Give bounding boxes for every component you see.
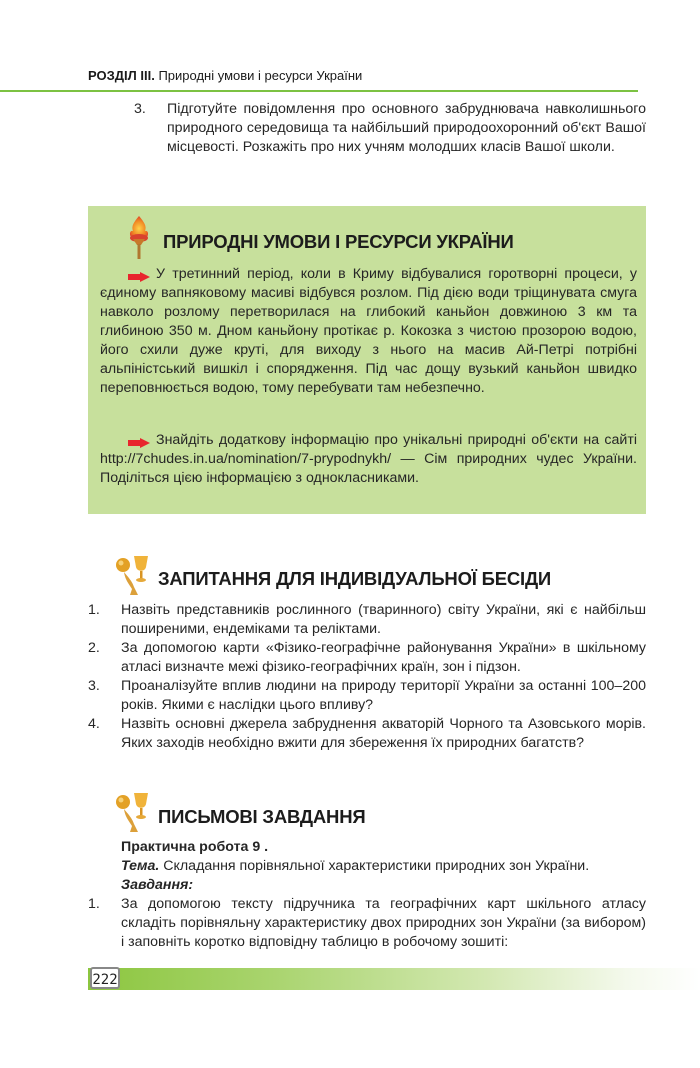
- info-box-paragraph-2: [100, 431, 637, 488]
- paragraph-text: У третинний період, коли в Криму відбувалися горотворні процеси, у єдиному вапняковому масиві відбувся розлом. Під дією води тріщинувата смуга навколо розлому перетворилася на глибокий каньйон довжиною 3 км та глибиною 350 м. Дном каньйону протікає р. Кокозка з чистою прозорою водою, його схили дуже круті, для виходу з нього на масив Ай-Петрі потрібні альпіністський вишкіл і спорядження. Під час дощу вузький каньйон швидко переповнюється водою, тому перебувати там небезпечно.: [100, 266, 637, 396]
- task-item: [88, 895, 646, 952]
- item-number: 4.: [88, 716, 100, 732]
- section-title: Природні умови і ресурси України: [158, 68, 363, 83]
- footer-gradient-bar: [88, 968, 700, 990]
- item-text: Назвіть представників рослинного (тваринного) світу України, які є найбільш поширеними, ендеміками та реліктами.: [121, 602, 646, 637]
- item-text: Назвіть основні джерела забруднення акваторій Чорного та Азовського морів. Яких заходів необхідно вжити для збереження їх природних багатств?: [121, 716, 646, 751]
- question-item: [88, 601, 646, 639]
- running-header: [88, 68, 362, 83]
- topic-label: Тема.: [121, 858, 160, 874]
- torch-icon: [124, 214, 154, 265]
- item-number: 3.: [134, 101, 146, 117]
- item-number: 1.: [88, 896, 100, 912]
- tasks-label: Завдання:: [121, 877, 194, 893]
- section-label: РОЗДІЛ ІІІ.: [88, 68, 155, 83]
- topic-text: Складання порівняльної характеристики природних зон України.: [163, 858, 590, 874]
- trophy-icon: [114, 553, 154, 602]
- paragraph-text: Знайдіть додаткову інформацію про унікальні природні об'єкти на сайті http://7chudes.in.ua/nomination/7-prypodnykh/ — Сім природних чудес України. Поділіться цією інформацією з однокласниками.: [100, 432, 637, 486]
- trophy-icon: [114, 790, 154, 839]
- item-text: За допомогою тексту підручника та географічних карт шкільного атласу складіть порівняльну характеристику двох природних зон України (за вибором) і заповніть коротко відповідну таблицю в робочому зошиті:: [121, 896, 646, 950]
- question-item: [88, 639, 646, 677]
- topic-line: [121, 857, 646, 876]
- item-text: Проаналізуйте вплив людини на природу території України за останні 100–200 років. Якими є наслідки цього впливу?: [121, 678, 646, 713]
- item-number: 1.: [88, 602, 100, 618]
- item-number: 3.: [88, 678, 100, 694]
- red-arrow-icon: [128, 435, 150, 445]
- question-item: [88, 715, 646, 753]
- practical-work-label: Практична робота 9 .: [121, 839, 269, 855]
- questions-section-title: ЗАПИТАННЯ ДЛЯ ІНДИВІДУАЛЬНОЇ БЕСІДИ: [158, 568, 552, 589]
- red-arrow-icon: [128, 269, 150, 279]
- item-text: Підготуйте повідомлення про основного забруднювача навколишнього природного середовища та найбільший природоохоронний об'єкт Вашої місцевості. Розкажіть про них учням молодших класів Вашої школи.: [167, 101, 646, 155]
- question-item: [88, 677, 646, 715]
- written-section-title: ПИСЬМОВІ ЗАВДАННЯ: [158, 806, 366, 827]
- item-text: За допомогою карти «Фізико-географічне районування України» в шкільному атласі визначте межі фізико-географічних країн, зон і підзон.: [121, 640, 646, 675]
- intro-list-item: [134, 100, 646, 157]
- info-box-paragraph-1: [100, 265, 637, 398]
- item-number: 2.: [88, 640, 100, 656]
- info-box-title: ПРИРОДНІ УМОВИ І РЕСУРСИ УКРАЇНИ: [163, 231, 514, 252]
- page-number: 222: [90, 967, 120, 989]
- header-divider: [0, 90, 638, 92]
